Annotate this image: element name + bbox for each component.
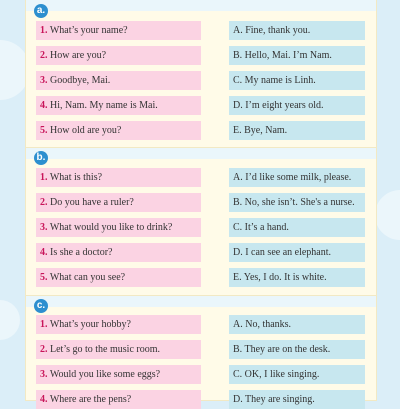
match-row <box>26 46 376 65</box>
match-row <box>26 71 376 90</box>
answer-cell[interactable]: B. Hello, Mai. I’m Nam. <box>229 46 365 65</box>
match-row <box>26 315 376 334</box>
section-b <box>26 148 376 295</box>
question-cell[interactable] <box>36 340 201 359</box>
question-text: What’s your name? <box>49 25 128 36</box>
item-number: 1. <box>40 25 48 36</box>
question-text: What can you see? <box>49 272 126 283</box>
question-cell[interactable] <box>36 168 201 187</box>
question-cell[interactable] <box>36 315 201 334</box>
question-cell[interactable] <box>36 218 201 237</box>
section-a <box>26 0 376 150</box>
match-row <box>26 96 376 115</box>
item-number: 2. <box>40 197 48 208</box>
question-text: How are you? <box>50 50 107 61</box>
answer-cell[interactable]: A. I’d like some milk, please. <box>229 168 365 187</box>
question-cell[interactable] <box>36 46 201 65</box>
answer-cell[interactable]: B. They are on the desk. <box>229 340 365 359</box>
item-number: 2. <box>40 344 48 355</box>
question-cell[interactable] <box>36 96 201 115</box>
question-text: What’s your hobby? <box>49 319 131 330</box>
section-header-bar <box>26 148 376 159</box>
match-row <box>26 268 376 287</box>
background-bubble <box>375 190 400 240</box>
answer-cell[interactable]: A. No, thanks. <box>229 315 365 334</box>
answer-cell[interactable]: C. It’s a hand. <box>229 218 365 237</box>
answer-cell[interactable]: C. My name is Linh. <box>229 71 365 90</box>
answer-cell[interactable]: E. Bye, Nam. <box>229 121 365 140</box>
item-number: 3. <box>40 75 48 86</box>
question-cell[interactable] <box>36 365 201 384</box>
question-cell[interactable] <box>36 21 201 40</box>
section-header-bar <box>26 296 376 307</box>
background-bubble <box>0 300 20 340</box>
question-text: What would you like to drink? <box>49 222 173 233</box>
answer-cell[interactable]: C. OK, I like singing. <box>229 365 365 384</box>
item-number: 3. <box>40 222 48 233</box>
question-text: Goodbye, Mai. <box>50 75 111 86</box>
item-number: 2. <box>40 50 48 61</box>
item-number: 5. <box>40 125 48 136</box>
item-number: 4. <box>40 100 48 111</box>
answer-cell[interactable]: A. Fine, thank you. <box>229 21 365 40</box>
match-row <box>26 218 376 237</box>
match-row <box>26 365 376 384</box>
question-text: How old are you? <box>50 125 122 136</box>
section-badge: b. <box>34 151 48 165</box>
question-cell[interactable] <box>36 71 201 90</box>
answer-cell[interactable]: B. No, she isn’t. She's a nurse. <box>229 193 365 212</box>
item-number: 1. <box>40 172 48 183</box>
match-row <box>26 193 376 212</box>
answer-cell[interactable]: D. They are singing. <box>229 390 365 409</box>
item-number: 4. <box>40 394 48 405</box>
answer-cell[interactable]: D. I’m eight years old. <box>229 96 365 115</box>
match-row <box>26 21 376 40</box>
question-cell[interactable] <box>36 268 201 287</box>
match-row <box>26 340 376 359</box>
match-row <box>26 168 376 187</box>
answer-cell[interactable]: D. I can see an elephant. <box>229 243 365 262</box>
section-c <box>26 296 376 405</box>
section-badge: a. <box>34 4 48 18</box>
question-cell[interactable] <box>36 121 201 140</box>
answer-cell[interactable]: E. Yes, I do. It is white. <box>229 268 365 287</box>
item-number: 3. <box>40 369 48 380</box>
section-badge: c. <box>34 299 48 313</box>
match-row <box>26 243 376 262</box>
question-text: Let’s go to the music room. <box>50 344 160 355</box>
question-text: Where are the pens? <box>49 394 132 405</box>
item-number: 1. <box>40 319 48 330</box>
match-row <box>26 121 376 140</box>
question-cell[interactable] <box>36 243 201 262</box>
question-text: What is this? <box>49 172 103 183</box>
item-number: 5. <box>40 272 48 283</box>
question-text: Is she a doctor? <box>50 247 113 258</box>
question-text: Hi, Nam. My name is Mai. <box>50 100 158 111</box>
question-text: Would you like some eggs? <box>49 369 161 380</box>
question-cell[interactable] <box>36 193 201 212</box>
section-header-bar <box>26 0 376 11</box>
item-number: 4. <box>40 247 48 258</box>
question-text: Do you have a ruler? <box>50 197 134 208</box>
